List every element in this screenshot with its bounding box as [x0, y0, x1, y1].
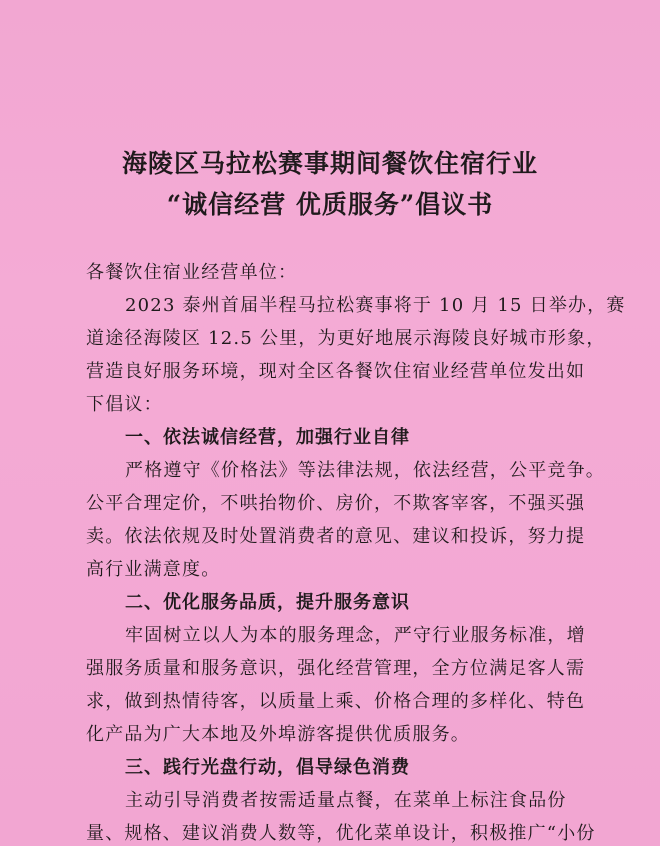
intro-line: 2023 泰州首届半程马拉松赛事将于 10 月 15 日举办，赛: [125, 295, 626, 316]
section-2-line: 牢固树立以人为本的服务理念，严守行业服务标准，增: [125, 625, 586, 646]
intro-line: 营造良好服务环境，现对全区各餐饮住宿业经营单位发出如: [86, 361, 586, 382]
section-2-line: 化产品为广大本地及外埠游客提供优质服务。: [86, 724, 470, 745]
salutation: 各餐饮住宿业经营单位：: [86, 262, 298, 283]
document-title-line-2: “诚信经营 优质服务”倡议书: [166, 190, 494, 219]
document-title-line-1: 海陵区马拉松赛事期间餐饮住宿行业: [121, 149, 538, 178]
intro-line: 下倡议：: [86, 394, 163, 415]
section-heading-3: 三、践行光盘行动，倡导绿色消费: [125, 757, 410, 778]
section-3-line: 主动引导消费者按需适量点餐，在菜单上标注食品份: [125, 790, 567, 811]
section-2-line: 求，做到热情待客，以质量上乘、价格合理的多样化、特色: [86, 691, 586, 712]
section-1-line: 高行业满意度。: [86, 559, 221, 580]
section-3-line: 量、规格、建议消费人数等，优化菜单设计，积极推广“小份: [86, 823, 596, 844]
section-heading-1: 一、依法诚信经营，加强行业自律: [125, 427, 410, 448]
section-1-line: 公平合理定价，不哄抬物价、房价，不欺客宰客，不强买强: [86, 493, 586, 514]
section-2-line: 强服务质量和服务意识，强化经营管理，全方位满足客人需: [86, 658, 586, 679]
section-heading-2: 二、优化服务品质，提升服务意识: [125, 592, 410, 613]
section-1-line: 卖。依法依规及时处置消费者的意见、建议和投诉，努力提: [86, 526, 586, 547]
intro-line: 道途径海陵区 12.5 公里，为更好地展示海陵良好城市形象，: [86, 328, 606, 349]
section-1-line: 严格遵守《价格法》等法律法规，依法经营，公平竞争。: [125, 460, 605, 481]
